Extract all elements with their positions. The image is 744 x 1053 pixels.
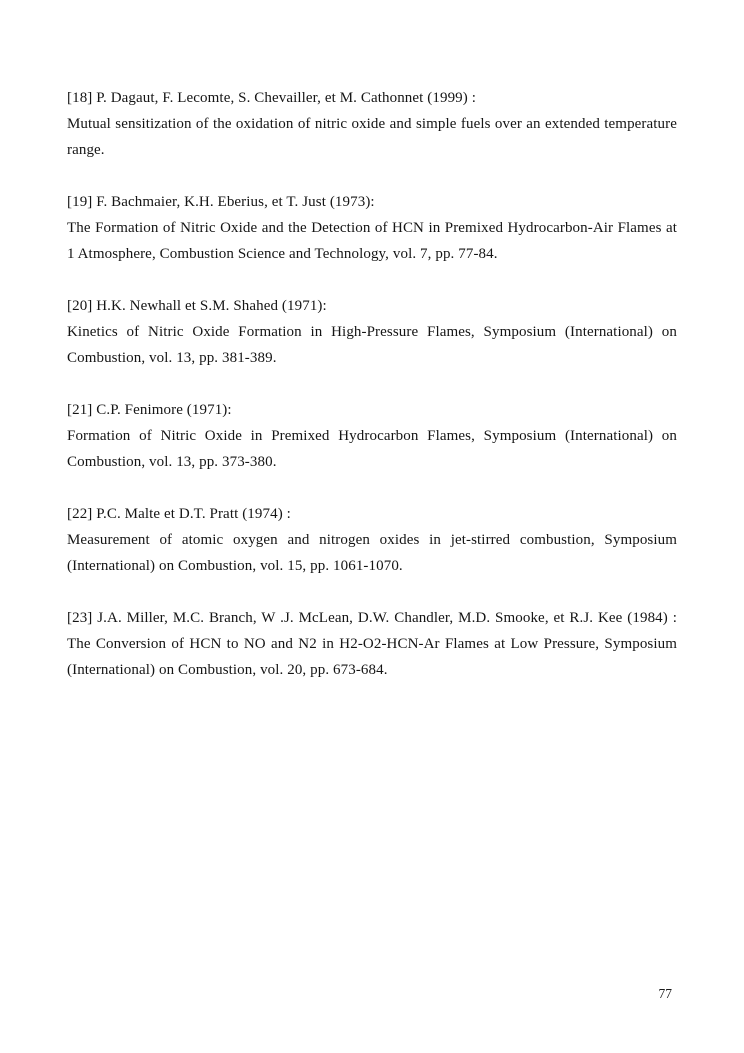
reference-authors: [22] P.C. Malte et D.T. Pratt (1974) :	[67, 506, 291, 522]
reference-entry-23	[67, 605, 677, 683]
reference-entry-21	[67, 397, 677, 475]
reference-entry-22	[67, 501, 677, 579]
reference-body: Measurement of atomic oxygen and nitrogen oxides in jet-stirred combustion, Symposium (International) on Combustion, vol. 15, pp. 1061-1070.	[67, 532, 677, 574]
reference-body: The Formation of Nitric Oxide and the Detection of HCN in Premixed Hydrocarbon-Air Flames at 1 Atmosphere, Combustion Science and Technology, vol. 7, pp. 77-84.	[67, 220, 677, 262]
reference-body: Kinetics of Nitric Oxide Formation in High-Pressure Flames, Symposium (International) on Combustion, vol. 13, pp. 381-389.	[67, 324, 677, 366]
reference-authors: [18] P. Dagaut, F. Lecomte, S. Chevailler, et M. Cathonnet (1999) :	[67, 90, 476, 106]
reference-entry-20	[67, 293, 677, 371]
reference-full-text: [23] J.A. Miller, M.C. Branch, W .J. McLean, D.W. Chandler, M.D. Smooke, et R.J. Kee (1984) : The Conversion of HCN to NO and N2 in H2-O2-HCN-Ar Flames at Low Pressure, Symposium (International) on Combustion, vol. 20, pp. 673-684.	[67, 610, 677, 678]
reference-authors: [19] F. Bachmaier, K.H. Eberius, et T. Just (1973):	[67, 194, 375, 210]
reference-authors: [20] H.K. Newhall et S.M. Shahed (1971):	[67, 298, 327, 314]
reference-entry-19	[67, 189, 677, 267]
reference-body: Mutual sensitization of the oxidation of nitric oxide and simple fuels over an extended temperature range.	[67, 116, 677, 158]
references-list	[67, 85, 677, 683]
reference-body: Formation of Nitric Oxide in Premixed Hydrocarbon Flames, Symposium (International) on Combustion, vol. 13, pp. 373-380.	[67, 428, 677, 470]
reference-authors: [21] C.P. Fenimore (1971):	[67, 402, 232, 418]
page-number: 77	[658, 986, 672, 1001]
reference-entry-18	[67, 85, 677, 163]
